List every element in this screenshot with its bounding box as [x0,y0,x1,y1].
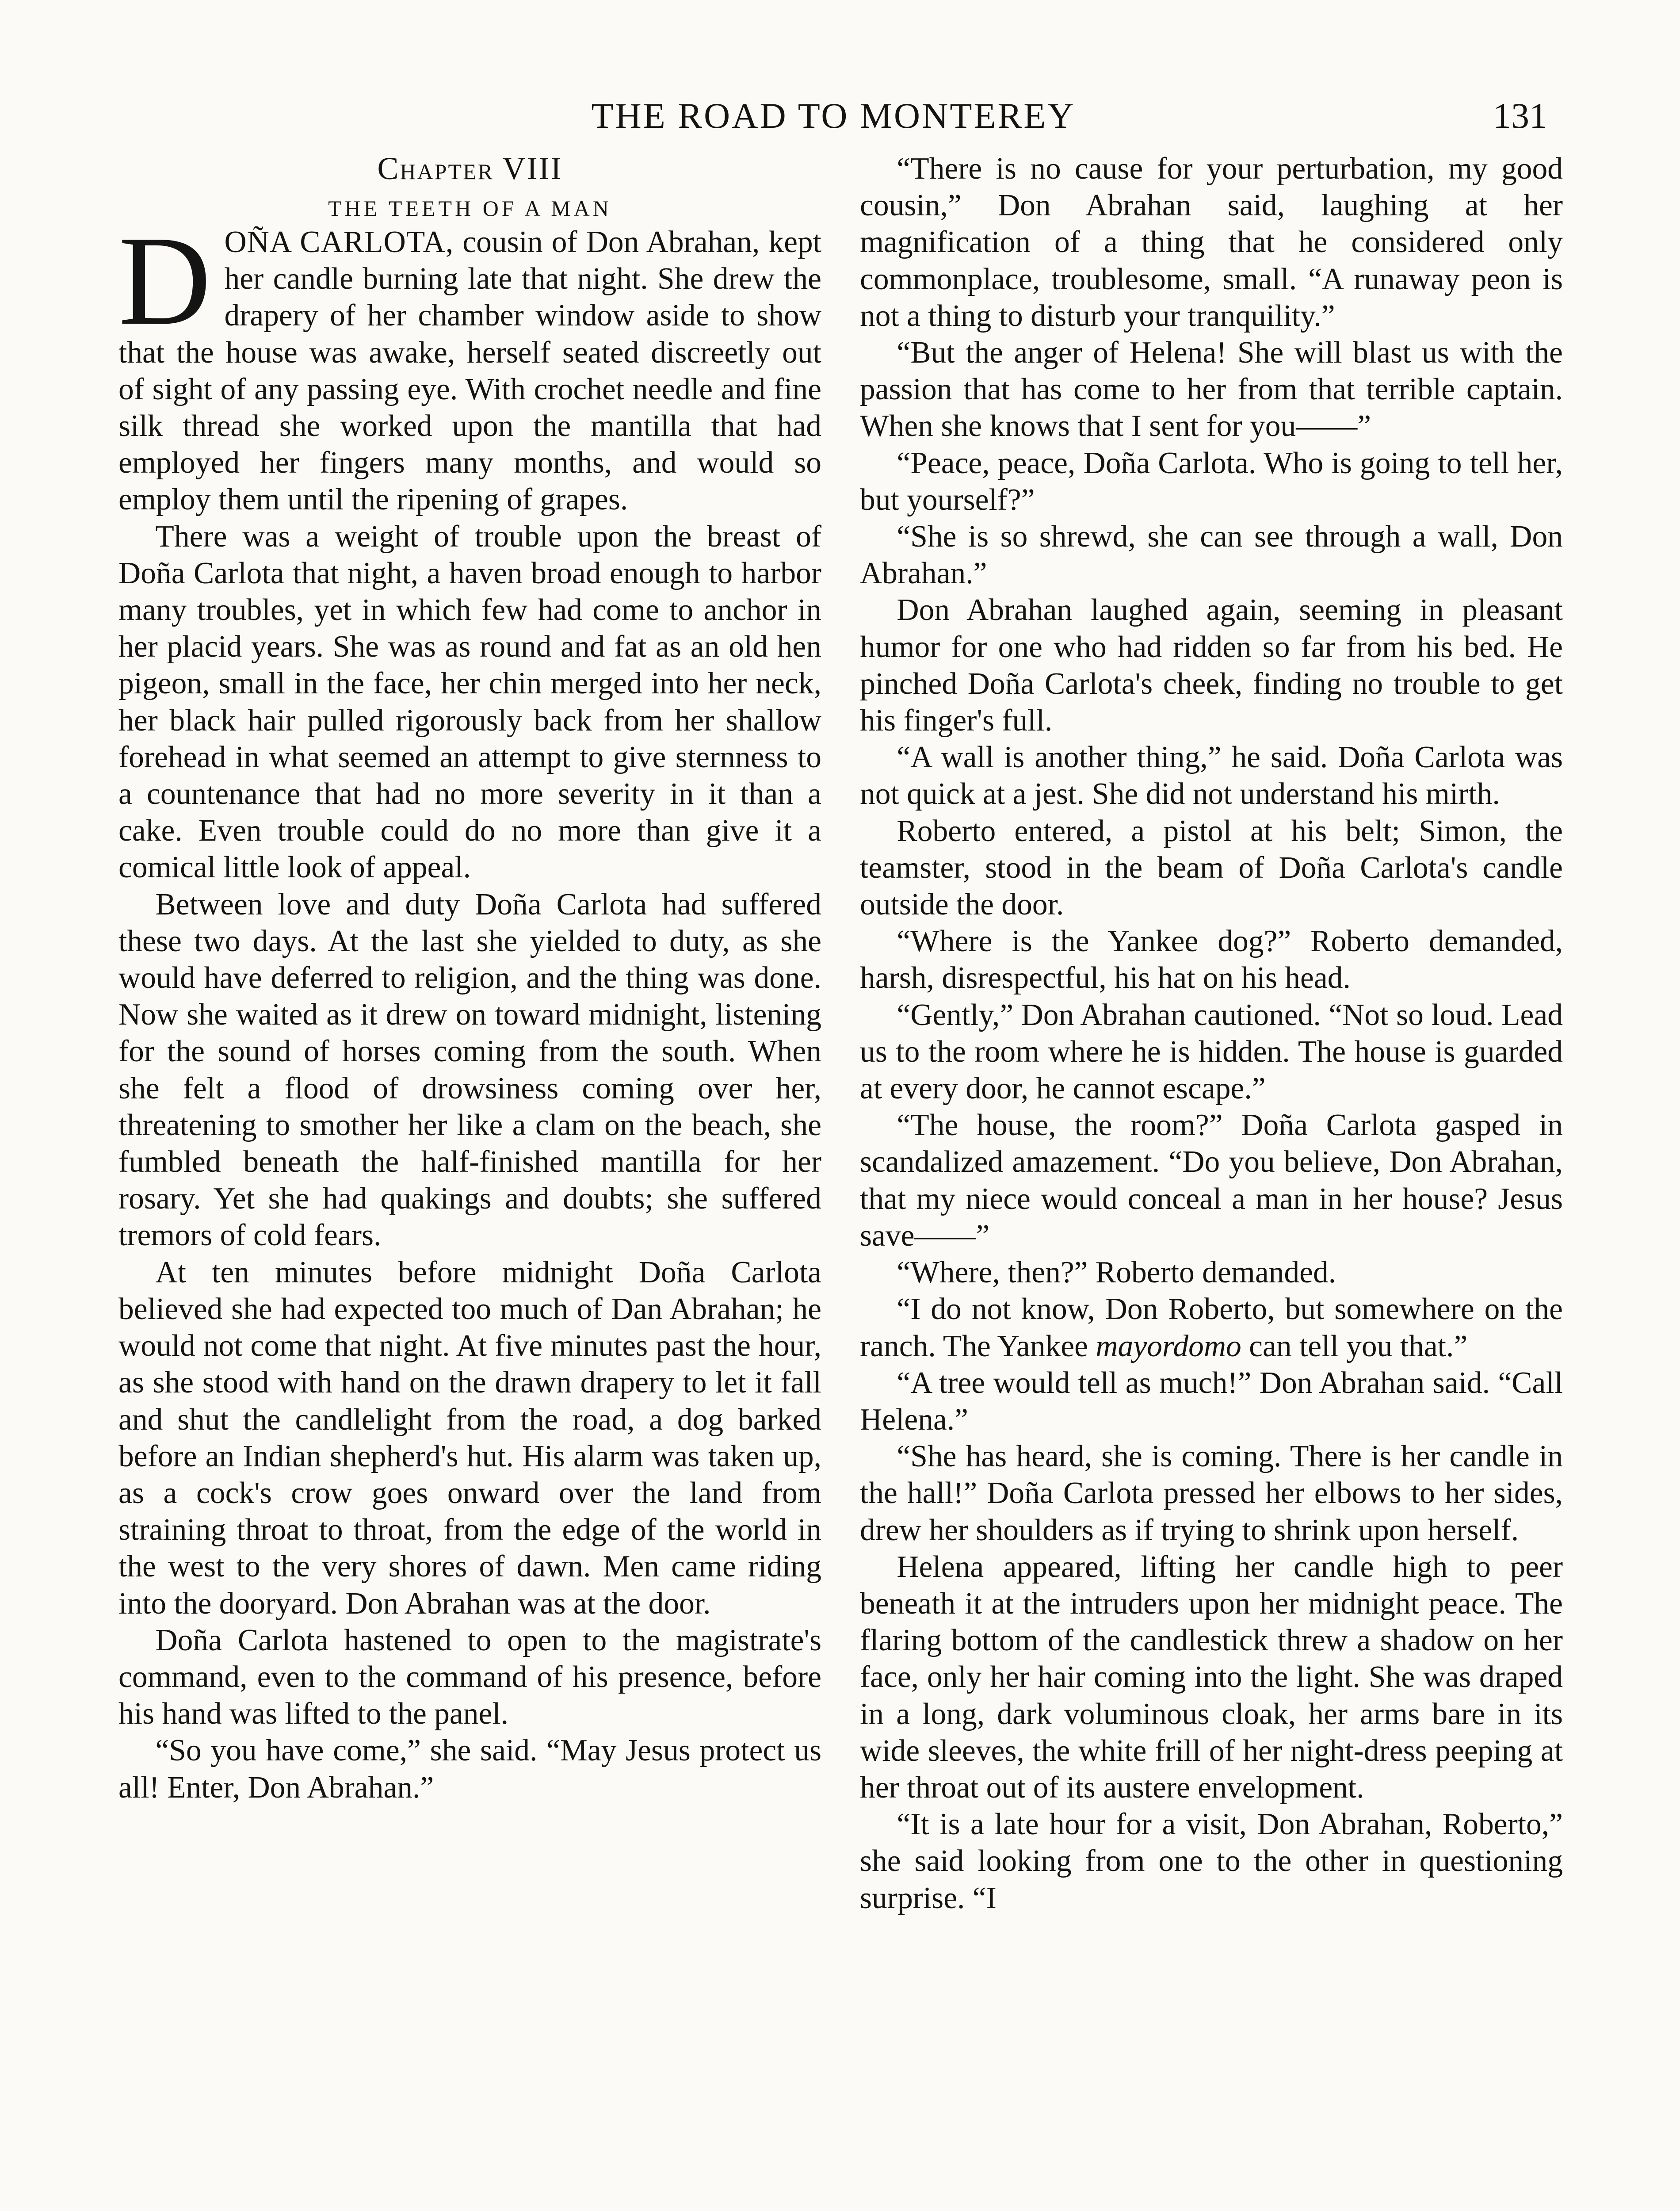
opening-paragraph [118,210,821,518]
paragraph: Between love and duty Doña Carlota had suffered these two days. At the last she yielded to duty, as she would have deferred to religion, and the thing was done. Now she waited as it drew on toward midnight, listening for the sound of horses coming from the south. When she felt a flood of drowsiness coming over her, threatening to smother her like a clam on the beach, she fumbled beneath the half-finished mantilla for her rosary. Yet she had quakings and doubts; she suffered tremors of cold fears. [118,887,821,1253]
paragraph: “But the anger of Helena! She will blast us with the passion that has come to her from that terrible captain. When she knows that I sent for you——” [860,336,1563,444]
paragraph: “She is so shrewd, she can see through a wall, Don Abrahan.” [860,520,1563,591]
paragraph: “It is a late hour for a visit, Don Abrahan, Roberto,” she said looking from one to the other in questioning surprise. “I [860,1807,1563,1915]
italic-word: mayordomo [1096,1329,1241,1363]
paragraph: “Peace, peace, Doña Carlota. Who is going to tell her, but yourself?” [860,446,1563,517]
chapter-number: Chapter VIII [377,151,563,186]
paragraph: “The house, the room?” Doña Carlota gasped in scandalized amazement. “Do you believe, Don Abrahan, that my niece would conceal a man in her house? Jesus save——” [860,1108,1563,1253]
paragraph: “There is no cause for your perturbation, my good cousin,” Don Abrahan said, laughing at her magnification of a thing that he considered only commonplace, troublesome, small. “A runaway peon is not a thing to disturb your tranquility.” [860,152,1563,333]
running-title: THE ROAD TO MONTEREY [591,96,1076,136]
paragraph-text: can tell you that.” [1241,1329,1468,1363]
paragraph: “A tree would tell as much!” Don Abrahan said. “Call Helena.” [860,1366,1563,1437]
running-header [119,95,1547,144]
paragraph: Don Abrahan laughed again, seeming in pleasant humor for one who had ridden so far from his bed. He pinched Doña Carlota's cheek, finding no trouble to get his finger's full. [860,593,1563,738]
left-column [118,150,821,1806]
paragraph: “Where is the Yankee dog?” Roberto demanded, harsh, disrespectful, his hat on his head. [860,924,1563,995]
paragraph [860,1291,1563,1364]
paragraph: Roberto entered, a pistol at his belt; Simon, the teamster, stood in the beam of Doña Carlota's candle outside the door. [860,814,1563,922]
right-column [860,150,1563,1916]
page-number: 131 [1493,96,1547,136]
paragraph: “Where, then?” Roberto demanded. [897,1255,1336,1290]
opening-text: cousin of Don Abrahan, kept her candle burning late that night. She drew the drapery of her chamber window aside to show that the house was awake, herself seated discreetly out of sight of any passing eye. With crochet needle and fine silk thread she worked upon the mantilla that had employed her fingers many months, and would so employ them until the ripening of grapes. [118,225,821,517]
paragraph: “She has heard, she is coming. There is her candle in the hall!” Doña Carlota pressed her elbows to her sides, drew her shoulders as if trying to shrink upon herself. [860,1439,1563,1547]
paragraph-text: “I do not know, Don Roberto, but somewhere on the ranch. The Yankee [860,1292,1563,1363]
opening-caps: OÑA CARLOTA, [224,225,454,259]
paragraph: At ten minutes before midnight Doña Carlota believed she had expected too much of Dan Abrahan; he would not come that night. At five minutes past the hour, as she stood with hand on the drawn drapery to let it fall and shut the candlelight from the road, a dog barked before an Indian shepherd's hut. His alarm was taken up, as a cock's crow goes onward over the land from straining throat to throat, from the edge of the world in the west to the very shores of dawn. Men came riding into the dooryard. Don Abrahan was at the door. [118,1255,821,1621]
paragraph: Doña Carlota hastened to open to the magistrate's command, even to the command of his presence, before his hand was lifted to the panel. [118,1623,821,1731]
paragraph: “Gently,” Don Abrahan cautioned. “Not so loud. Lead us to the room where he is hidden. The house is guarded at every door, he cannot escape.” [860,998,1563,1106]
chapter-title: THE TEETH OF A MAN [328,196,612,221]
paragraph: “So you have come,” she said. “May Jesus protect us all! Enter, Don Abrahan.” [118,1733,821,1805]
paragraph: There was a weight of trouble upon the breast of Doña Carlota that night, a haven broad enough to harbor many troubles, yet in which few had come to anchor in her placid years. She was as round and fat as an old hen pigeon, small in the face, her chin merged into her neck, her black hair pulled rigorously back from her shallow forehead in what seemed an attempt to give sternness to a countenance that had no more severity in it than a cake. Even trouble could do no more than give it a comical little look of appeal. [118,519,821,885]
drop-cap: D [118,210,211,352]
paragraph: Helena appeared, lifting her candle high to peer beneath it at the intruders upon her midnight peace. The flaring bottom of the candlestick threw a shadow on her face, only her hair coming into the light. She was draped in a long, dark voluminous cloak, her arms bare in its wide sleeves, the white frill of her night-dress peeping at her throat out of its austere envelopment. [860,1549,1563,1805]
paragraph: “A wall is another thing,” he said. Doña Carlota was not quick at a jest. She did not understand his mirth. [860,740,1563,811]
